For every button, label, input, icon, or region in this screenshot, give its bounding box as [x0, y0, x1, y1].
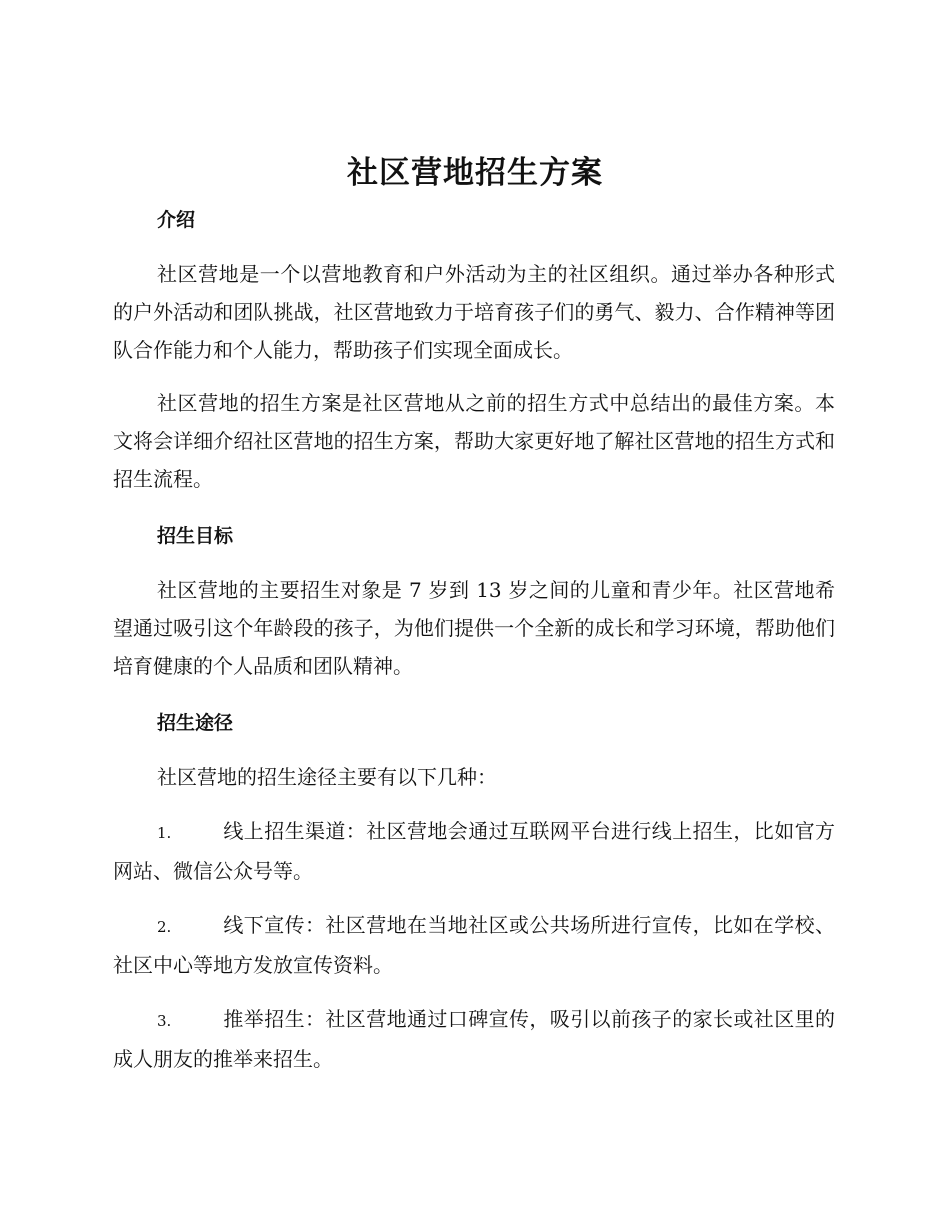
list-text: 推举招生：社区营地通过口碑宣传，吸引以前孩子的家长或社区里的成人朋友的推举来招生。 [113, 1007, 835, 1071]
list-number: 3. [157, 1012, 172, 1030]
paragraph: 社区营地的招生方案是社区营地从之前的招生方式中总结出的最佳方案。本文将会详细介绍社区营地的招生方案，帮助大家更好地了解社区营地的招生方式和招生流程。 [113, 391, 835, 491]
section-intro [113, 200, 835, 498]
list-number: 1. [157, 824, 172, 842]
section-heading: 招生目标 [157, 525, 234, 547]
document-title: 社区营地招生方案 [347, 155, 603, 191]
list-item [113, 812, 835, 890]
list-item [113, 1000, 835, 1078]
section-heading: 介绍 [157, 209, 196, 231]
section-target [113, 516, 835, 685]
list-text: 线上招生渠道：社区营地会通过互联网平台进行线上招生，比如官方网站、微信公众号等。 [113, 819, 835, 883]
paragraph: 社区营地的主要招生对象是 7 岁到 13 岁之间的儿童和青少年。社区营地希望通过吸引这个年龄段的孩子，为他们提供一个全新的成长和学习环境，帮助他们培育健康的个人品质和团队精神。 [113, 578, 835, 678]
document-body [113, 200, 835, 1078]
paragraph: 社区营地的招生途径主要有以下几种： [157, 765, 497, 789]
paragraph: 社区营地是一个以营地教育和户外活动为主的社区组织。通过举办各种形式的户外活动和团队挑战，社区营地致力于培育孩子们的勇气、毅力、合作精神等团队合作能力和个人能力，帮助孩子们实现全面成长。 [113, 262, 835, 362]
section-heading: 招生途径 [157, 712, 234, 734]
list-number: 2. [157, 918, 172, 936]
list-text: 线下宣传：社区营地在当地社区或公共场所进行宣传，比如在学校、社区中心等地方发放宣传资料。 [113, 913, 835, 977]
list-item [113, 906, 835, 984]
section-channels [113, 703, 835, 1078]
